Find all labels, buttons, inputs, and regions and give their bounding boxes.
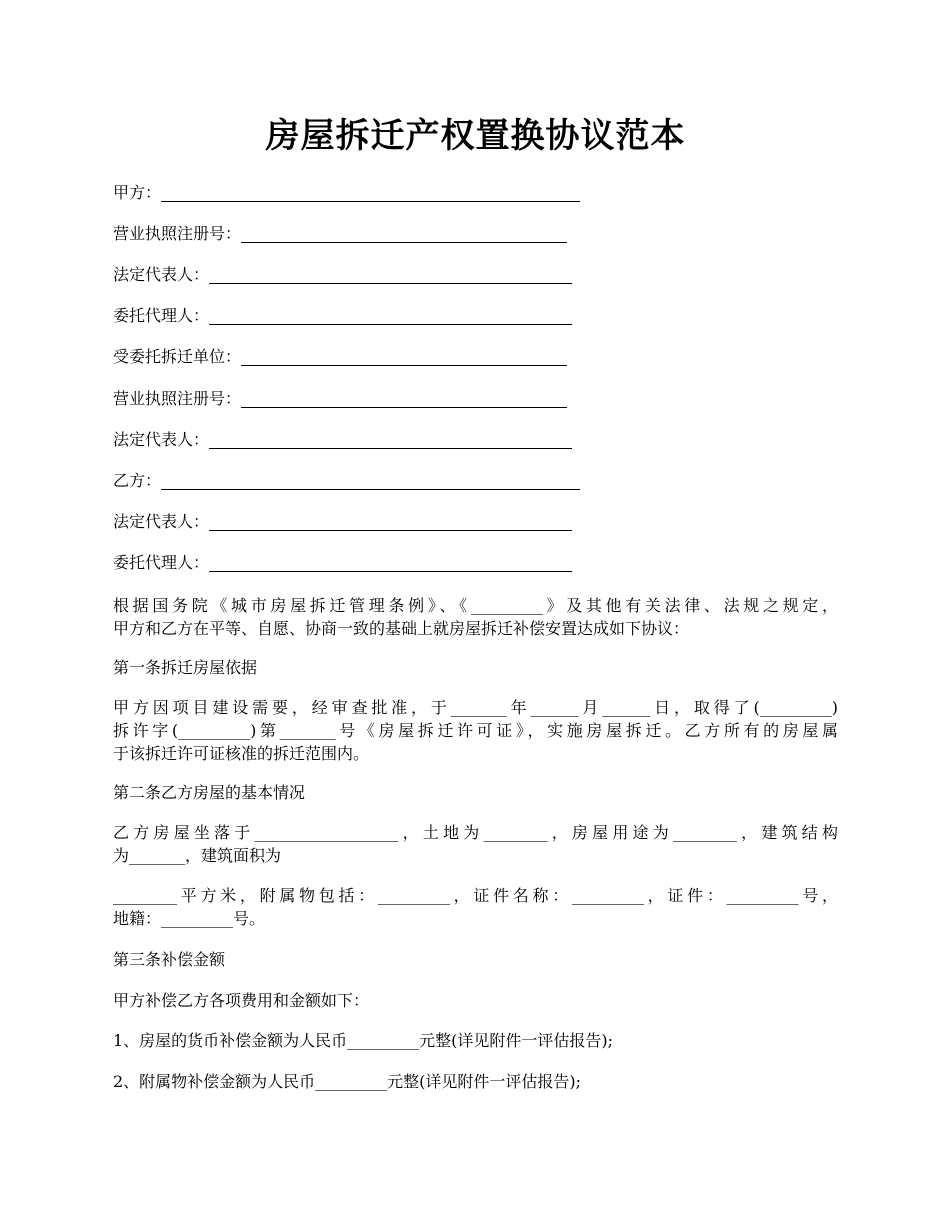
article-1-body [113,696,838,765]
article-2-body-2 [113,884,838,930]
field-agent-1 [113,304,572,328]
blank-line [209,552,572,572]
blank-line [241,223,567,243]
field-label: 法定代表人： [113,430,210,449]
text-line: 第三条补偿金额 [113,950,226,969]
document-title: 房屋拆迁产权置换协议范本 [265,116,686,156]
field-label: 甲方： [113,183,162,202]
blank-line [161,470,580,490]
article-1-heading [113,656,838,679]
field-party-a [113,181,580,205]
text-line: 甲方补偿乙方各项费用和金额如下： [113,991,370,1010]
text-line: 地籍：_________号。 [113,909,266,928]
text-line: ________平方米，附属物包括：_________，证件名称：_________，证件：_________号， [113,886,838,905]
field-label: 受委托拆迁单位： [113,347,242,366]
text-line: 1、房屋的货币补偿金额为人民币_________元整(详见附件一评估报告); [113,1031,614,1050]
text-line: 甲方和乙方在平等、自愿、协商一致的基础上就房屋拆迁补偿安置达成如下协议： [113,619,690,638]
blank-line [209,511,572,531]
field-label: 营业执照注册号： [113,224,242,243]
list-item [113,1070,838,1093]
field-label: 委托代理人： [113,306,210,325]
intro-paragraph [113,594,838,640]
text-line: 第二条乙方房屋的基本情况 [113,783,306,802]
field-license-no-2 [113,387,567,411]
field-label: 法定代表人： [113,265,210,284]
text-line: 甲方因项目建设需要，经审查批准，于_______年______月______日，取得了(_________) [113,698,838,717]
article-3-intro [113,989,838,1012]
text-line: 根据国务院《城市房屋拆迁管理条例》、《_________》及其他有关法律、法规之规定， [113,596,838,615]
field-label: 委托代理人： [113,553,210,572]
text-line: 乙方房屋坐落于__________________，土地为________，房屋用途为________，建筑结构 [113,823,838,842]
blank-line [161,182,580,202]
article-3-heading [113,948,838,971]
field-legal-rep-2 [113,428,572,452]
text-line: 拆许字(_________)第_______号《房屋拆迁许可证》，实施房屋拆迁。乙方所有的房屋属 [113,721,838,740]
list-item [113,1029,838,1052]
field-label: 法定代表人： [113,512,210,531]
text-line: 第一条拆迁房屋依据 [113,658,258,677]
blank-line [241,346,567,366]
text-line: 于该拆迁许可证核准的拆迁范围内。 [113,744,370,763]
field-label: 营业执照注册号： [113,389,242,408]
field-label: 乙方： [113,471,162,490]
field-party-b [113,469,580,493]
field-agent-2 [113,551,572,575]
blank-line [209,305,572,325]
blank-line [209,264,572,284]
text-line: 为_______，建筑面积为 [113,846,282,865]
article-2-heading [113,781,838,804]
field-license-no-1 [113,222,567,246]
field-legal-rep-3 [113,510,572,534]
field-entrusted-unit [113,345,567,369]
text-line: 2、附属物补偿金额为人民币_________元整(详见附件一评估报告); [113,1072,582,1091]
blank-line [241,388,567,408]
field-legal-rep-1 [113,263,572,287]
blank-line [209,429,572,449]
article-2-body-1 [113,821,838,867]
